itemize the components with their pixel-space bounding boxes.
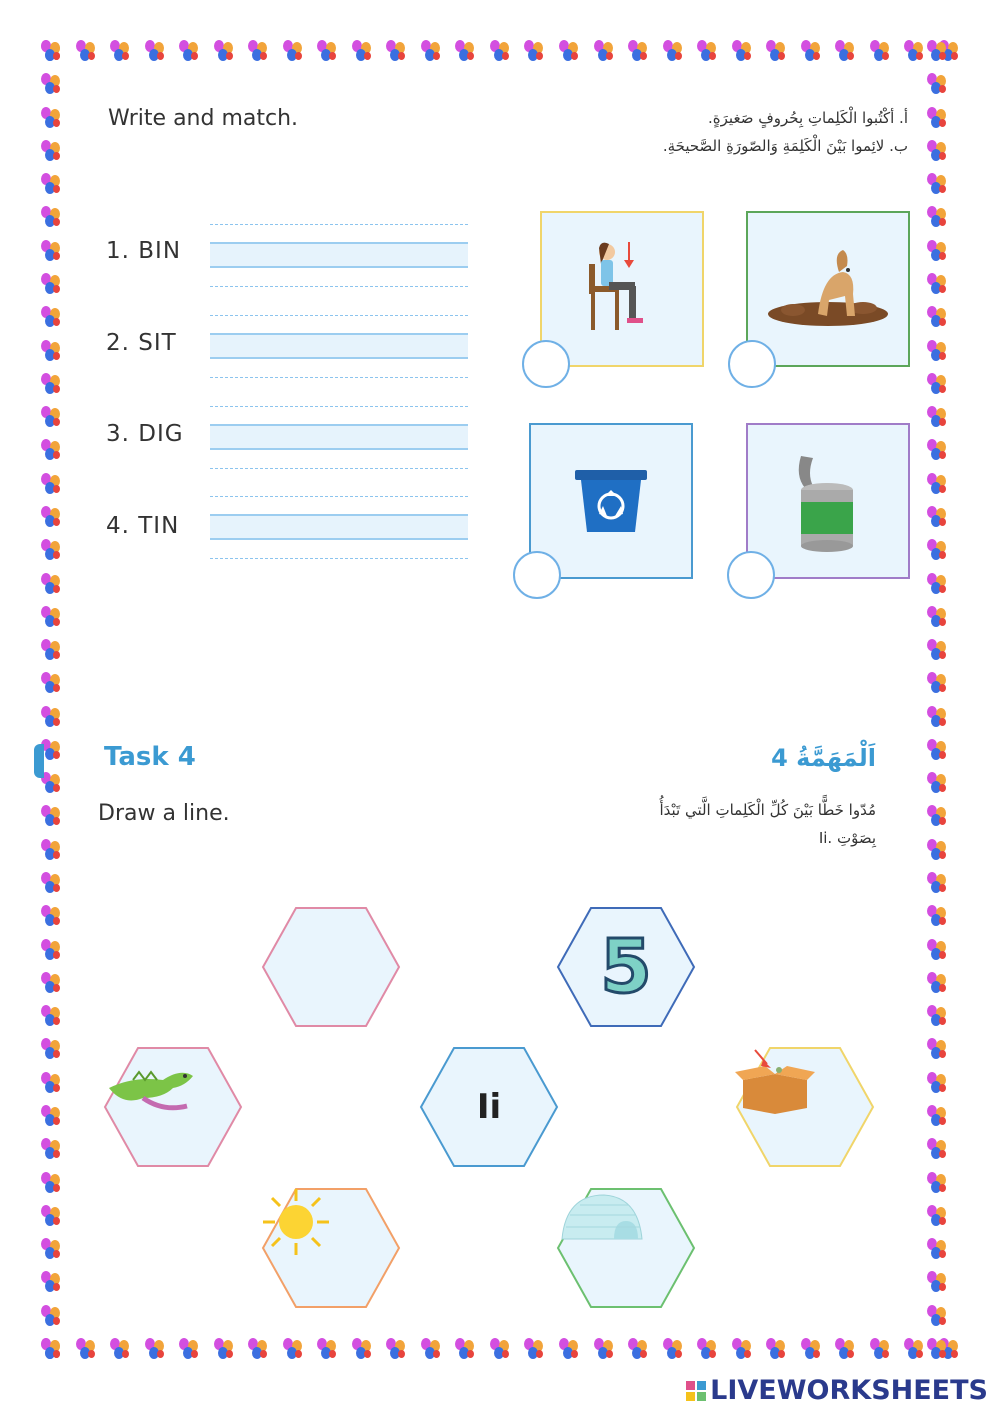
balloon-border-top	[40, 40, 960, 66]
balloon-icon	[926, 1138, 948, 1160]
balloon-icon	[144, 1338, 166, 1360]
hexagon-letter-Ii[interactable]	[419, 1046, 559, 1168]
balloon-icon	[40, 606, 62, 628]
hexagon-iguana[interactable]	[103, 1046, 243, 1168]
balloon-icon	[40, 206, 62, 228]
balloon-icon	[40, 573, 62, 595]
balloon-icon	[247, 1338, 269, 1360]
balloon-icon	[926, 1338, 948, 1360]
balloon-icon	[926, 905, 948, 927]
balloon-icon	[40, 872, 62, 894]
balloon-icon	[40, 107, 62, 129]
balloon-icon	[926, 739, 948, 761]
balloon-icon	[926, 240, 948, 262]
instruction-arabic-line2: ب. لائِموا بَيْنَ الْكَلِمَةِ وَالصّورَةِ الصَّحيحَةِ.	[662, 137, 908, 155]
balloon-icon	[385, 40, 407, 62]
balloon-icon	[40, 706, 62, 728]
task-title-arabic: اَلْمَهَمَّةُ 4	[771, 744, 876, 772]
balloon-icon	[40, 240, 62, 262]
balloon-border-left	[40, 40, 66, 1360]
balloon-icon	[926, 1238, 948, 1260]
hexagon-number-five[interactable]	[556, 906, 696, 1028]
balloon-icon	[765, 1338, 787, 1360]
balloon-icon	[40, 173, 62, 195]
balloon-icon	[926, 506, 948, 528]
iguana-icon	[103, 1046, 203, 1116]
balloon-icon	[523, 1338, 545, 1360]
writing-line-1[interactable]	[210, 224, 468, 286]
balloon-icon	[869, 1338, 891, 1360]
picture-girl-sitting	[540, 211, 704, 367]
word-1: 1. BIN	[106, 238, 182, 264]
balloon-icon	[903, 1338, 925, 1360]
number-five-label: 5	[600, 924, 652, 1010]
balloon-icon	[926, 1205, 948, 1227]
hexagon-empty[interactable]	[261, 906, 401, 1028]
balloon-icon	[385, 1338, 407, 1360]
balloon-icon	[731, 40, 753, 62]
balloon-icon	[40, 839, 62, 861]
balloon-icon	[926, 473, 948, 495]
balloon-icon	[593, 40, 615, 62]
balloon-icon	[316, 40, 338, 62]
task-title-english: Task 4	[104, 742, 196, 772]
balloon-icon	[926, 1305, 948, 1327]
balloon-icon	[800, 1338, 822, 1360]
box-icon	[735, 1046, 815, 1116]
hexagon-sun[interactable]	[261, 1187, 401, 1309]
balloon-icon	[40, 939, 62, 961]
task-instruction-english: Draw a line.	[98, 801, 230, 826]
task-tab-marker	[34, 744, 44, 778]
balloon-border-bottom	[40, 1338, 960, 1364]
balloon-icon	[40, 1338, 62, 1360]
hexagon-box[interactable]	[735, 1046, 875, 1168]
balloon-icon	[731, 1338, 753, 1360]
task-instruction-arabic-line1: مُدّوا خَطًّا بَيْنَ كُلِّ الْكَلِماتِ الَّتي تَبْدَأُ	[659, 801, 876, 819]
balloon-icon	[926, 1105, 948, 1127]
balloon-icon	[40, 672, 62, 694]
balloon-icon	[40, 1172, 62, 1194]
word-3: 3. DIG	[106, 421, 184, 447]
balloon-icon	[926, 539, 948, 561]
balloon-icon	[40, 1038, 62, 1060]
balloon-icon	[926, 140, 948, 162]
balloon-icon	[40, 639, 62, 661]
balloon-icon	[926, 1038, 948, 1060]
balloon-icon	[40, 439, 62, 461]
balloon-icon	[662, 1338, 684, 1360]
balloon-icon	[454, 1338, 476, 1360]
balloon-icon	[926, 706, 948, 728]
balloon-icon	[40, 473, 62, 495]
hexagon-igloo[interactable]	[556, 1187, 696, 1309]
balloon-icon	[40, 273, 62, 295]
answer-circle-3[interactable]	[513, 551, 561, 599]
dog-digging-icon	[763, 244, 893, 334]
balloon-icon	[926, 872, 948, 894]
balloon-icon	[627, 1338, 649, 1360]
picture-tin-can	[746, 423, 910, 579]
balloon-icon	[40, 40, 62, 62]
sun-icon	[261, 1187, 331, 1257]
balloon-icon	[489, 40, 511, 62]
balloon-icon	[696, 40, 718, 62]
balloon-icon	[593, 1338, 615, 1360]
balloon-icon	[420, 1338, 442, 1360]
balloon-icon	[40, 972, 62, 994]
balloon-icon	[75, 40, 97, 62]
logo-mark-icon	[686, 1381, 706, 1401]
balloon-icon	[247, 40, 269, 62]
balloon-icon	[662, 40, 684, 62]
picture-recycle-bin	[529, 423, 693, 579]
balloon-icon	[926, 40, 948, 62]
balloon-icon	[903, 40, 925, 62]
balloon-icon	[40, 140, 62, 162]
balloon-icon	[40, 1138, 62, 1160]
balloon-icon	[869, 40, 891, 62]
balloon-icon	[926, 1172, 948, 1194]
balloon-icon	[926, 573, 948, 595]
balloon-icon	[40, 905, 62, 927]
task-instruction-arabic	[516, 796, 876, 852]
balloon-icon	[40, 1205, 62, 1227]
balloon-icon	[926, 672, 948, 694]
balloon-icon	[926, 439, 948, 461]
balloon-icon	[454, 40, 476, 62]
balloon-icon	[926, 107, 948, 129]
balloon-icon	[926, 1271, 948, 1293]
balloon-icon	[926, 1005, 948, 1027]
instruction-english: Write and match.	[108, 106, 299, 131]
recycle-bin-icon	[571, 466, 651, 536]
balloon-icon	[800, 40, 822, 62]
balloon-icon	[40, 1305, 62, 1327]
balloon-icon	[558, 1338, 580, 1360]
balloon-icon	[834, 40, 856, 62]
balloon-icon	[178, 40, 200, 62]
balloon-icon	[627, 40, 649, 62]
balloon-icon	[926, 606, 948, 628]
balloon-icon	[109, 1338, 131, 1360]
balloon-icon	[40, 406, 62, 428]
picture-dog-digging	[746, 211, 910, 367]
balloon-icon	[489, 1338, 511, 1360]
balloon-icon	[926, 306, 948, 328]
writing-line-4[interactable]	[210, 496, 468, 558]
balloon-icon	[351, 40, 373, 62]
instruction-arabic	[508, 104, 908, 160]
balloon-icon	[926, 805, 948, 827]
answer-circle-2[interactable]	[728, 340, 776, 388]
balloon-icon	[40, 1238, 62, 1260]
balloon-icon	[282, 40, 304, 62]
balloon-icon	[40, 1005, 62, 1027]
balloon-icon	[926, 173, 948, 195]
balloon-icon	[40, 1072, 62, 1094]
word-2: 2. SIT	[106, 330, 177, 356]
balloon-icon	[144, 40, 166, 62]
balloon-icon	[40, 1271, 62, 1293]
balloon-icon	[109, 40, 131, 62]
balloon-icon	[40, 73, 62, 95]
answer-circle-4[interactable]	[727, 551, 775, 599]
balloon-icon	[926, 772, 948, 794]
tin-can-icon	[783, 446, 873, 556]
balloon-icon	[40, 805, 62, 827]
logo-text: LIVEWORKSHEETS	[710, 1375, 988, 1406]
balloon-icon	[40, 306, 62, 328]
word-4: 4. TIN	[106, 513, 180, 539]
writing-line-3[interactable]	[210, 406, 468, 468]
balloon-icon	[351, 1338, 373, 1360]
balloon-icon	[926, 206, 948, 228]
balloon-icon	[926, 73, 948, 95]
balloon-icon	[40, 506, 62, 528]
balloon-icon	[40, 1105, 62, 1127]
balloon-icon	[926, 972, 948, 994]
balloon-icon	[213, 40, 235, 62]
balloon-icon	[926, 939, 948, 961]
igloo-icon	[556, 1187, 646, 1247]
balloon-icon	[282, 1338, 304, 1360]
girl-sitting-icon	[577, 234, 667, 344]
balloon-icon	[316, 1338, 338, 1360]
balloon-icon	[75, 1338, 97, 1360]
balloon-icon	[765, 40, 787, 62]
balloon-border-right	[926, 40, 952, 1360]
balloon-icon	[696, 1338, 718, 1360]
balloon-icon	[40, 539, 62, 561]
balloon-icon	[558, 40, 580, 62]
writing-line-2[interactable]	[210, 315, 468, 377]
balloon-icon	[926, 839, 948, 861]
balloon-icon	[926, 639, 948, 661]
liveworksheets-logo	[686, 1375, 988, 1406]
balloon-icon	[926, 1072, 948, 1094]
answer-circle-1[interactable]	[522, 340, 570, 388]
balloon-icon	[523, 40, 545, 62]
center-letter: Ii	[476, 1087, 502, 1127]
balloon-icon	[834, 1338, 856, 1360]
balloon-icon	[926, 340, 948, 362]
balloon-icon	[420, 40, 442, 62]
balloon-icon	[40, 340, 62, 362]
task-instruction-arabic-line2: بِصَوْتِ .Ii	[818, 829, 876, 847]
balloon-icon	[926, 373, 948, 395]
balloon-icon	[926, 273, 948, 295]
instruction-arabic-line1: أ. أكْتُبوا الْكَلِماتِ بِحُروفٍ صَغيرَةٍ.	[708, 109, 908, 127]
balloon-icon	[40, 373, 62, 395]
balloon-icon	[178, 1338, 200, 1360]
balloon-icon	[926, 406, 948, 428]
balloon-icon	[213, 1338, 235, 1360]
